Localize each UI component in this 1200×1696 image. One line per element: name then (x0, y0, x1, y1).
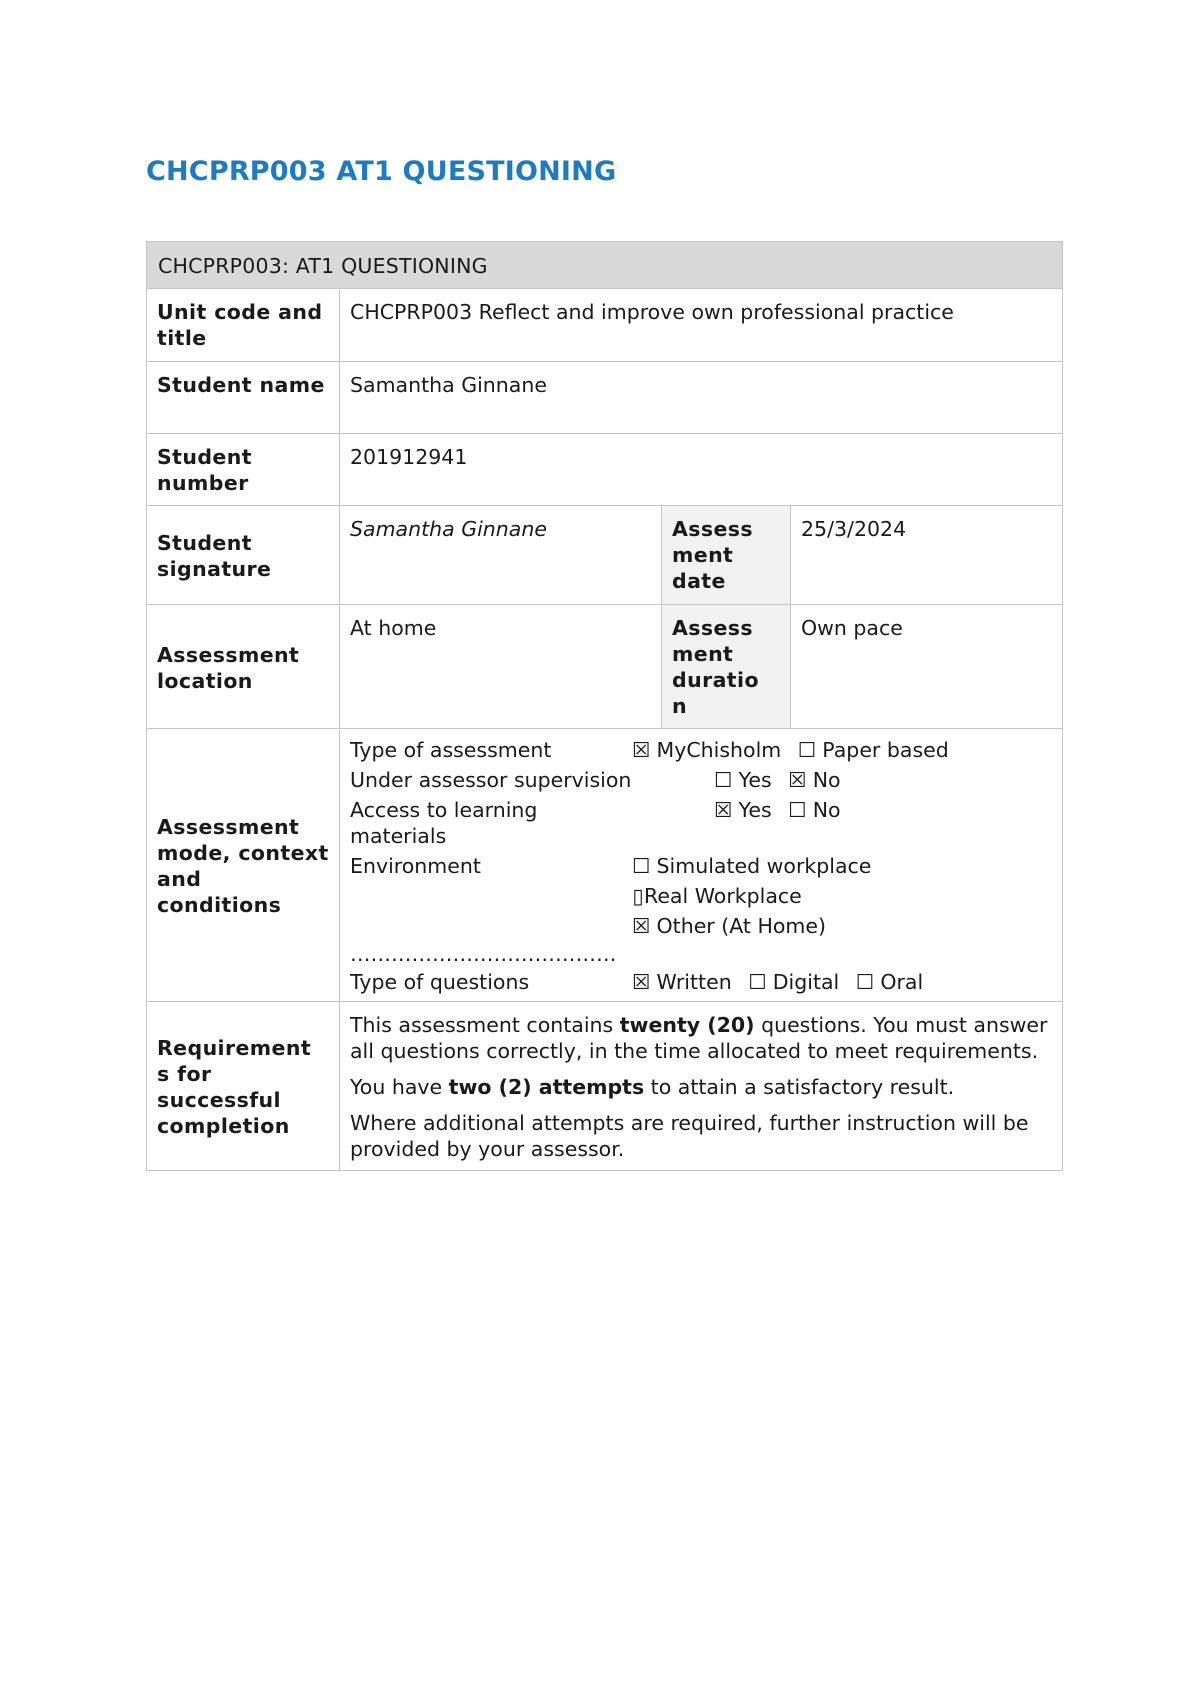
assessment-location-label: Assessment location (147, 605, 340, 729)
checkbox-unchecked-icon: ☐ (797, 738, 817, 762)
option-label: Yes (738, 798, 772, 822)
option-oral[interactable] (856, 970, 923, 994)
conditions-grid (350, 737, 1052, 995)
student-name-value: Samantha Ginnane (340, 362, 1063, 434)
student-signature-label: Student signature (147, 506, 340, 605)
learning-materials-options (632, 797, 1052, 849)
assessment-duration-label: Assess ment duratio n (662, 605, 791, 729)
unit-code-label: Unit code and title (147, 289, 340, 362)
option-label: Yes (738, 768, 772, 792)
requirements-paragraph-2 (350, 1074, 1052, 1100)
option-label: Written (656, 970, 732, 994)
checkbox-checked-icon: ☒ (788, 768, 807, 792)
requirements-label: Requirement s for successful completion (147, 1002, 340, 1171)
option-digital[interactable] (748, 970, 839, 994)
signature-row (147, 506, 1063, 605)
requirements-paragraph-3: Where additional attempts are required, further instruction will be provided by your assessor. (350, 1111, 1029, 1161)
option-supervision-yes[interactable] (714, 768, 772, 792)
supervision-options (632, 767, 1052, 793)
page-title: CHCPRP003 AT1 QUESTIONING (146, 156, 617, 187)
option-mychisholm[interactable] (632, 738, 781, 762)
checkbox-checked-icon: ☒ (714, 798, 733, 822)
type-of-questions-label: Type of questions (350, 970, 530, 994)
checkbox-placeholder-icon: ▯ (632, 884, 644, 908)
assessment-location-value: At home (340, 605, 662, 729)
option-supervision-no[interactable] (788, 768, 840, 792)
option-label: No (812, 798, 841, 822)
requirements-row (147, 1002, 1063, 1171)
text-run: You have (350, 1075, 449, 1099)
checkbox-unchecked-icon: ☐ (788, 798, 807, 822)
type-of-assessment-options (632, 737, 1052, 763)
option-label: Digital (772, 970, 840, 994)
assessment-date-label: Assess ment date (662, 506, 791, 605)
conditions-label: Assessment mode, context and conditions (147, 729, 340, 1002)
checkbox-unchecked-icon: ☐ (632, 854, 651, 878)
unit-code-row (147, 289, 1063, 362)
checkbox-checked-icon: ☒ (632, 914, 651, 938)
student-name-row (147, 362, 1063, 434)
student-number-row (147, 434, 1063, 506)
option-label: Oral (880, 970, 924, 994)
assessment-date-value: 25/3/2024 (791, 506, 1063, 605)
assessment-table (146, 241, 1063, 1171)
conditions-row (147, 729, 1063, 1002)
bold-text-run: twenty (20) (619, 1013, 755, 1037)
checkbox-unchecked-icon: ☐ (748, 970, 767, 994)
option-other-at-home[interactable] (632, 913, 1042, 939)
requirements-paragraph-1 (350, 1012, 1052, 1064)
option-label: Paper based (822, 738, 949, 762)
option-label: MyChisholm (656, 738, 782, 762)
student-name-label: Student name (147, 362, 340, 434)
environment-label: Environment (350, 854, 481, 878)
option-written[interactable] (632, 970, 732, 994)
student-number-label: Student number (147, 434, 340, 506)
option-simulated-workplace[interactable] (632, 853, 1042, 879)
requirements-cell (340, 1002, 1063, 1171)
option-real-workplace[interactable] (632, 883, 1042, 909)
environment-options (632, 853, 1052, 939)
option-label: Other (At Home) (656, 914, 827, 938)
location-row (147, 605, 1063, 729)
checkbox-unchecked-icon: ☐ (714, 768, 733, 792)
table-header-row (147, 242, 1063, 289)
type-of-assessment-label: Type of assessment (350, 738, 552, 762)
table-header: CHCPRP003: AT1 QUESTIONING (147, 242, 1063, 289)
supervision-label: Under assessor supervision (350, 768, 632, 792)
unit-code-value: CHCPRP003 Reflect and improve own professional practice (340, 289, 1063, 362)
student-number-value: 201912941 (340, 434, 1063, 506)
text-run: This assessment contains (350, 1013, 620, 1037)
option-label: Real Workplace (644, 884, 802, 908)
option-materials-yes[interactable] (714, 798, 772, 822)
dotted-line: ………………………………… (350, 942, 617, 966)
checkbox-checked-icon: ☒ (632, 970, 651, 994)
bold-text-run: two (2) attempts (448, 1075, 645, 1099)
option-paper-based[interactable] (798, 738, 949, 762)
assessment-duration-value: Own pace (791, 605, 1063, 729)
option-label: Simulated workplace (656, 854, 872, 878)
type-of-questions-options (632, 969, 1052, 995)
option-label: No (812, 768, 841, 792)
learning-materials-label: Access to learning materials (350, 798, 538, 848)
checkbox-checked-icon: ☒ (632, 738, 651, 762)
text-run: questions. You must answer all questions correctly, in the time allocated to meet requirements. (350, 1013, 1048, 1063)
text-run: to attain a satisfactory result. (644, 1075, 955, 1099)
checkbox-unchecked-icon: ☐ (855, 970, 875, 994)
option-materials-no[interactable] (788, 798, 840, 822)
conditions-cell (340, 729, 1063, 1002)
student-signature-value: Samantha Ginnane (340, 506, 662, 605)
